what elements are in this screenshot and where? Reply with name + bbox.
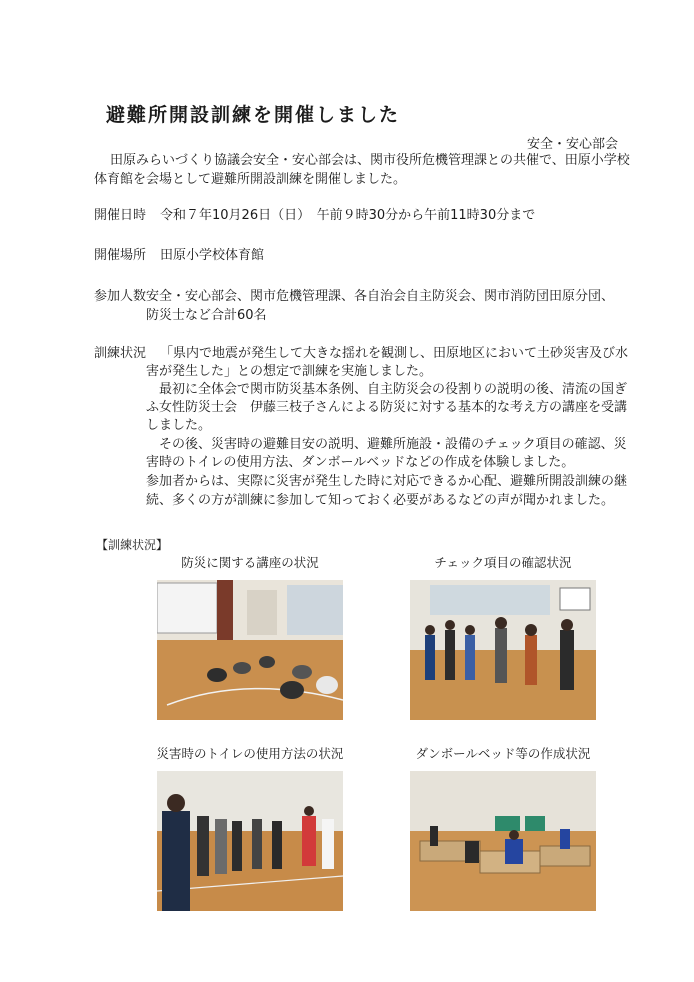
photo-caption-lecture: 防災に関する講座の状況 <box>181 555 319 570</box>
place-value: 田原小学校体育館 <box>160 248 265 263</box>
participants-line-1: 安全・安心部会、関市危機管理課、各自治会自主防災会、関市消防団田原分団、 <box>146 289 615 304</box>
photo-toilet <box>157 771 343 911</box>
participants-line-2: 防災士など合計60名 <box>146 308 267 323</box>
closing-line-2: 続、多くの方が訓練に参加して知っておく必要があるなどの声が聞かれました。 <box>146 493 615 508</box>
date-label: 開催日時 <box>94 208 147 223</box>
situation-line-3: 最初に全体会で関市防災基本条例、自主防災会の役割りの説明の後、清流の国ぎ <box>146 382 628 397</box>
situation-line-2: 害が発生した」との想定で訓練を実施しました。 <box>146 364 433 379</box>
place-label: 開催場所 <box>94 248 147 263</box>
intro-line-2: 体育館を会場として避難所開設訓練を開催しました。 <box>94 172 407 187</box>
photo-caption-checklist: チェック項目の確認状況 <box>434 555 572 570</box>
photo-caption-toilet: 災害時のトイレの使用方法の状況 <box>156 746 344 761</box>
photos-section-heading: 【訓練状況】 <box>96 538 169 552</box>
date-value: 令和７年10月26日（日） 午前９時30分から午前11時30分まで <box>160 208 536 223</box>
situation-line-5: しました。 <box>146 418 212 433</box>
photo-checklist <box>410 580 596 720</box>
situation-line-1: 「県内で地震が発生して大きな揺れを観測し、田原地区において土砂災害及び水 <box>160 346 629 361</box>
participants-label: 参加人数 <box>94 289 147 304</box>
department-label: 安全・安心部会 <box>526 137 618 152</box>
photo-lecture <box>157 580 343 720</box>
page-title: 避難所開設訓練を開催しました <box>106 104 401 126</box>
situation-line-7: 害時のトイレの使用方法、ダンボールベッドなどの作成を体験しました。 <box>146 455 575 470</box>
photo-cardboard-bed <box>410 771 596 911</box>
situation-label: 訓練状況 <box>94 346 147 361</box>
intro-line-1: 田原みらいづくり協議会安全・安心部会は、関市役所危機管理課との共催で、田原小学校 <box>110 153 630 168</box>
closing-line-1: 参加者からは、実際に災害が発生した時に対応できるか心配、避難所開設訓練の継 <box>146 474 628 489</box>
photo-caption-cardboard-bed: ダンボールベッド等の作成状況 <box>415 746 591 761</box>
situation-line-6: その後、災害時の避難目安の説明、避難所施設・設備のチェック項目の確認、災 <box>146 437 627 452</box>
situation-line-4: ふ女性防災士会 伊藤三枝子さんによる防災に対する基本的な考え方の講座を受講 <box>146 400 628 415</box>
